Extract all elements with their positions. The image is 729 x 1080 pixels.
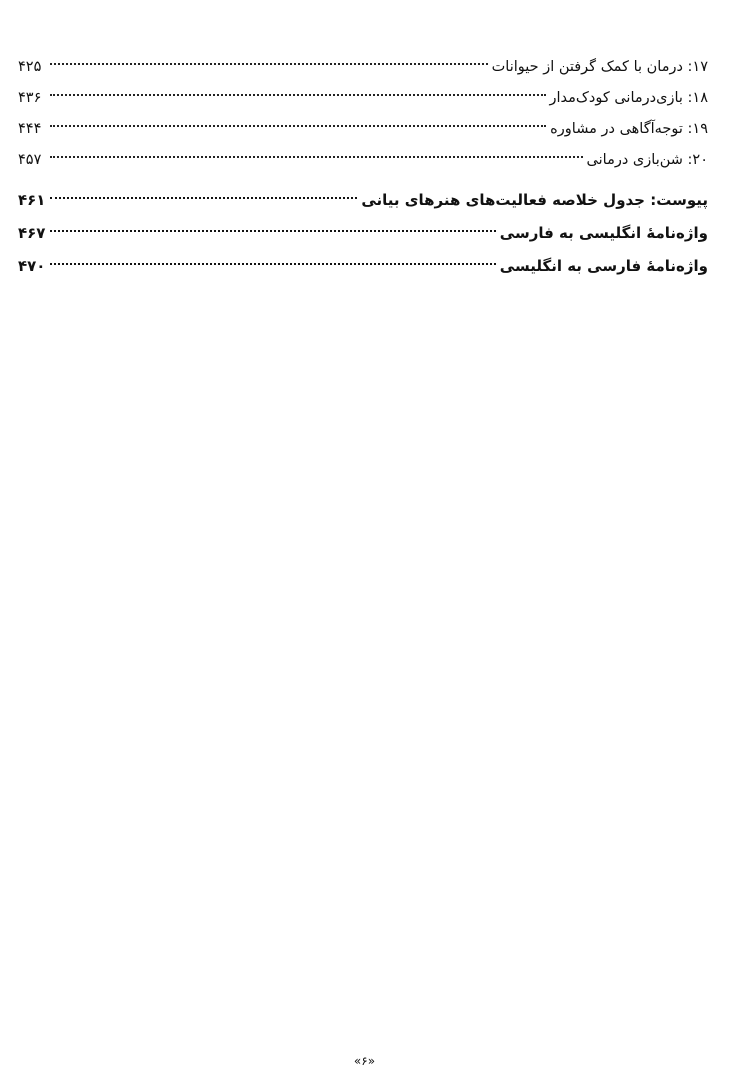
page-number: «۶» (353, 1054, 376, 1068)
toc-entry-page: ۴۵۷ (18, 152, 42, 168)
toc-entry-title: ۱۷: درمان با کمک گرفتن از حیوانات (491, 59, 708, 75)
toc-appendix-entry[interactable] (18, 217, 708, 250)
toc-appendix-entry[interactable] (18, 184, 708, 217)
toc-appendix-entry[interactable] (18, 250, 708, 283)
toc-entry[interactable] (18, 52, 708, 83)
toc-entry-title: ۱۹: توجه‌آگاهی در مشاوره (550, 121, 708, 137)
toc-entry-page: ۴۶۱ (18, 191, 46, 209)
section-spacer (18, 176, 708, 184)
toc-entry-page: ۴۲۵ (18, 59, 42, 75)
dot-leader (50, 263, 496, 265)
toc-entry[interactable] (18, 83, 708, 114)
dot-leader (50, 156, 583, 158)
toc-entry-title: واژه‌نامهٔ انگلیسی به فارسی (499, 224, 708, 242)
toc-entry-page: ۴۴۴ (18, 121, 42, 137)
toc-entry-page: ۴۷۰ (18, 257, 46, 275)
toc-entry-title: پیوست: جدول خلاصه فعالیت‌های هنرهای بیانی (361, 191, 708, 209)
toc-entry-page: ۴۶۷ (18, 224, 46, 242)
table-of-contents (18, 52, 708, 283)
toc-entry-title: واژه‌نامهٔ فارسی به انگلیسی (499, 257, 708, 275)
toc-entry-page: ۴۳۶ (18, 90, 42, 106)
dot-leader (50, 63, 488, 65)
toc-entry-title: ۲۰: شن‌بازی درمانی (586, 152, 708, 168)
dot-leader (50, 94, 546, 96)
toc-entry[interactable] (18, 114, 708, 145)
dot-leader (50, 197, 357, 199)
toc-entry-title: ۱۸: بازی‌درمانی کودک‌مدار (549, 90, 708, 106)
dot-leader (50, 230, 496, 232)
toc-entry[interactable] (18, 145, 708, 176)
dot-leader (50, 125, 546, 127)
